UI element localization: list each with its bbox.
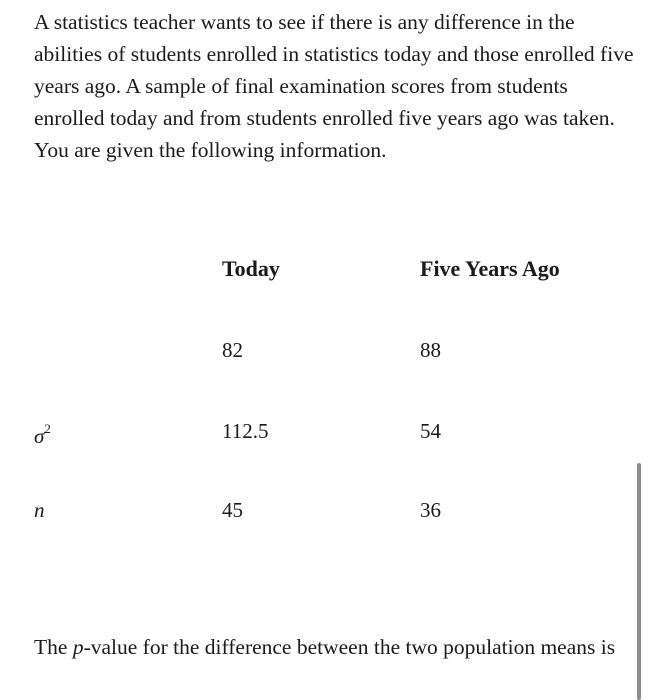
sigma-symbol: σ — [34, 424, 45, 448]
p-variable: p — [72, 635, 84, 659]
variance-five-years-ago-value: 54 — [420, 419, 441, 443]
vertical-scrollbar[interactable] — [637, 463, 641, 700]
squared-exponent: 2 — [44, 421, 51, 436]
column-header-today: Today — [222, 256, 280, 281]
variance-today-value: 112.5 — [222, 419, 269, 443]
mean-today-value: 82 — [222, 338, 243, 362]
sample-size-today-value: 45 — [222, 498, 243, 522]
sample-size-symbol: n — [34, 498, 45, 522]
question-text: The p-value for the difference between the two population means is — [34, 635, 616, 659]
mean-five-years-ago-value: 88 — [420, 338, 441, 362]
variance-symbol — [34, 418, 51, 449]
sample-size-five-years-ago-value: 36 — [420, 498, 441, 522]
column-header-five-years-ago: Five Years Ago — [420, 256, 560, 281]
problem-statement: A statistics teacher wants to see if there is any difference in the abilities of students enrolled in statistics today and those enrolled five years ago. A sample of final examination scores from students enrolled today and from students enrolled five years ago was taken. You are given the following information. — [34, 10, 634, 162]
